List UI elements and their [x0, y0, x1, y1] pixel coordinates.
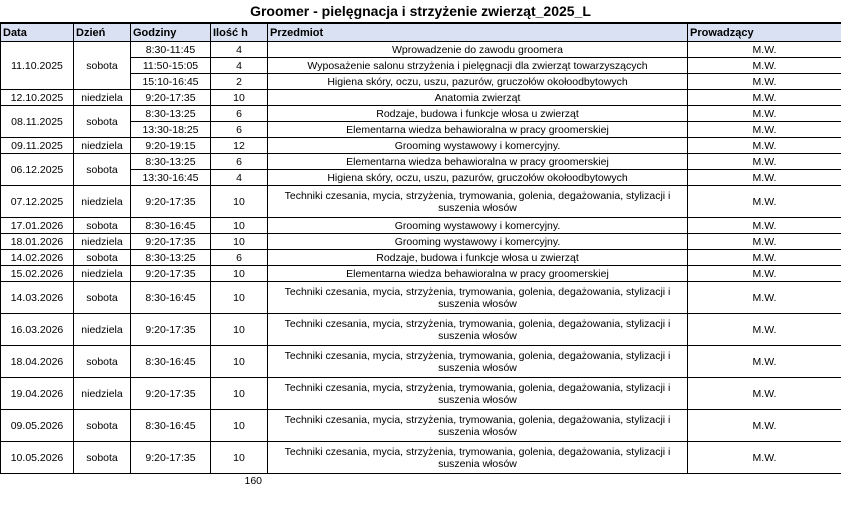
- date-cell[interactable]: 07.12.2025: [1, 186, 74, 218]
- count-cell[interactable]: 6: [211, 106, 268, 122]
- date-cell[interactable]: 11.10.2025: [1, 42, 74, 90]
- subject-cell[interactable]: Elementarna wiedza behawioralna w pracy groomerskiej: [268, 266, 688, 282]
- total-row: [1, 474, 841, 489]
- date-cell[interactable]: 18.01.2026: [1, 234, 74, 250]
- teacher-cell[interactable]: M.W.: [688, 42, 841, 58]
- teacher-cell[interactable]: M.W.: [688, 378, 841, 410]
- count-cell[interactable]: 4: [211, 170, 268, 186]
- day-cell[interactable]: niedziela: [74, 186, 131, 218]
- subject-cell[interactable]: Grooming wystawowy i komercyjny.: [268, 138, 688, 154]
- hours-cell[interactable]: 9:20-17:35: [131, 234, 211, 250]
- col-header-day[interactable]: Dzień: [74, 24, 131, 42]
- col-header-subject[interactable]: Przedmiot: [268, 24, 688, 42]
- table-row: [1, 250, 841, 266]
- empty-cell: [688, 474, 841, 489]
- teacher-cell[interactable]: M.W.: [688, 234, 841, 250]
- hours-cell[interactable]: 9:20-17:35: [131, 266, 211, 282]
- subject-cell[interactable]: Grooming wystawowy i komercyjny.: [268, 234, 688, 250]
- hours-cell[interactable]: 9:20-17:35: [131, 186, 211, 218]
- total-hours-cell[interactable]: 160: [244, 475, 263, 487]
- date-cell[interactable]: 14.03.2026: [1, 282, 74, 314]
- subject-cell[interactable]: Techniki czesania, mycia, strzyżenia, trymowania, golenia, degażowania, stylizacji i suszenia włosów: [268, 378, 688, 410]
- empty-cell: [74, 474, 131, 489]
- table-row: [1, 234, 841, 250]
- schedule-table: [0, 23, 841, 488]
- count-cell[interactable]: 10: [211, 266, 268, 282]
- table-row: [1, 42, 841, 58]
- schedule-body: [1, 42, 841, 489]
- day-cell[interactable]: niedziela: [74, 234, 131, 250]
- table-row: [1, 138, 841, 154]
- table-row: [1, 282, 841, 314]
- table-row: [1, 378, 841, 410]
- teacher-cell[interactable]: M.W.: [688, 58, 841, 74]
- hours-cell[interactable]: 8:30-11:45: [131, 42, 211, 58]
- subject-cell[interactable]: Anatomia zwierząt: [268, 90, 688, 106]
- empty-cell: [268, 474, 688, 489]
- table-row: [1, 186, 841, 218]
- col-header-date[interactable]: Data: [1, 24, 74, 42]
- teacher-cell[interactable]: M.W.: [688, 442, 841, 474]
- table-row: [1, 266, 841, 282]
- subject-cell[interactable]: Elementarna wiedza behawioralna w pracy groomerskiej: [268, 122, 688, 138]
- count-cell[interactable]: 2: [211, 74, 268, 90]
- subject-cell[interactable]: Techniki czesania, mycia, strzyżenia, trymowania, golenia, degażowania, stylizacji i suszenia włosów: [268, 314, 688, 346]
- date-cell[interactable]: 19.04.2026: [1, 378, 74, 410]
- col-header-teacher[interactable]: Prowadzący: [688, 24, 841, 42]
- count-cell[interactable]: 4: [211, 42, 268, 58]
- subject-cell[interactable]: Elementarna wiedza behawioralna w pracy groomerskiej: [268, 154, 688, 170]
- hours-cell[interactable]: 8:30-13:25: [131, 250, 211, 266]
- table-row: [1, 410, 841, 442]
- subject-cell[interactable]: Techniki czesania, mycia, strzyżenia, trymowania, golenia, degażowania, stylizacji i suszenia włosów: [268, 346, 688, 378]
- teacher-cell[interactable]: M.W.: [688, 106, 841, 122]
- teacher-cell[interactable]: M.W.: [688, 154, 841, 170]
- teacher-cell[interactable]: M.W.: [688, 170, 841, 186]
- date-cell[interactable]: 16.03.2026: [1, 314, 74, 346]
- sheet-title: Groomer - pielęgnacja i strzyżenie zwierząt_2025_L: [0, 0, 841, 23]
- table-row: [1, 218, 841, 234]
- day-cell[interactable]: sobota: [74, 282, 131, 314]
- day-cell[interactable]: sobota: [74, 42, 131, 90]
- hours-cell[interactable]: 13:30-16:45: [131, 170, 211, 186]
- table-row: [1, 90, 841, 106]
- table-row: [1, 154, 841, 170]
- count-cell[interactable]: 10: [211, 282, 268, 314]
- count-cell[interactable]: 10: [211, 186, 268, 218]
- count-cell[interactable]: 10: [211, 218, 268, 234]
- count-cell[interactable]: 10: [211, 314, 268, 346]
- empty-cell: [131, 474, 211, 489]
- teacher-cell[interactable]: M.W.: [688, 282, 841, 314]
- table-row: [1, 314, 841, 346]
- table-row: [1, 106, 841, 122]
- hours-cell[interactable]: 8:30-13:25: [131, 106, 211, 122]
- count-cell[interactable]: 12: [211, 138, 268, 154]
- hours-cell[interactable]: 13:30-18:25: [131, 122, 211, 138]
- subject-cell[interactable]: Grooming wystawowy i komercyjny.: [268, 218, 688, 234]
- teacher-cell[interactable]: M.W.: [688, 90, 841, 106]
- subject-cell[interactable]: Techniki czesania, mycia, strzyżenia, trymowania, golenia, degażowania, stylizacji i suszenia włosów: [268, 282, 688, 314]
- hours-cell[interactable]: 8:30-16:45: [131, 346, 211, 378]
- count-cell[interactable]: 10: [211, 346, 268, 378]
- day-cell[interactable]: sobota: [74, 346, 131, 378]
- hours-cell[interactable]: 8:30-16:45: [131, 218, 211, 234]
- teacher-cell[interactable]: M.W.: [688, 122, 841, 138]
- subject-cell[interactable]: Rodzaje, budowa i funkcje włosa u zwierząt: [268, 250, 688, 266]
- date-cell[interactable]: 09.11.2025: [1, 138, 74, 154]
- empty-cell: [1, 474, 74, 489]
- date-cell[interactable]: 10.05.2026: [1, 442, 74, 474]
- teacher-cell[interactable]: M.W.: [688, 410, 841, 442]
- teacher-cell[interactable]: M.W.: [688, 250, 841, 266]
- subject-cell[interactable]: Rodzaje, budowa i funkcje włosa u zwierząt: [268, 106, 688, 122]
- date-cell[interactable]: 17.01.2026: [1, 218, 74, 234]
- day-cell[interactable]: niedziela: [74, 138, 131, 154]
- day-cell[interactable]: niedziela: [74, 378, 131, 410]
- subject-cell[interactable]: Techniki czesania, mycia, strzyżenia, trymowania, golenia, degażowania, stylizacji i suszenia włosów: [268, 410, 688, 442]
- day-cell[interactable]: niedziela: [74, 90, 131, 106]
- date-cell[interactable]: 18.04.2026: [1, 346, 74, 378]
- hours-cell[interactable]: 9:20-17:35: [131, 314, 211, 346]
- hours-cell[interactable]: 8:30-16:45: [131, 410, 211, 442]
- count-cell[interactable]: 6: [211, 154, 268, 170]
- col-header-count[interactable]: Ilość h: [211, 24, 268, 42]
- date-cell[interactable]: 06.12.2025: [1, 154, 74, 186]
- hours-cell[interactable]: 9:20-17:35: [131, 90, 211, 106]
- hours-cell[interactable]: 11:50-15:05: [131, 58, 211, 74]
- teacher-cell[interactable]: M.W.: [688, 74, 841, 90]
- hours-cell[interactable]: 9:20-17:35: [131, 442, 211, 474]
- count-cell[interactable]: 10: [211, 442, 268, 474]
- hours-cell[interactable]: 9:20-19:15: [131, 138, 211, 154]
- hours-cell[interactable]: 15:10-16:45: [131, 74, 211, 90]
- date-cell[interactable]: 08.11.2025: [1, 106, 74, 138]
- date-cell[interactable]: 09.05.2026: [1, 410, 74, 442]
- count-cell[interactable]: 10: [211, 90, 268, 106]
- day-cell[interactable]: sobota: [74, 442, 131, 474]
- col-header-hours[interactable]: Godziny: [131, 24, 211, 42]
- subject-cell[interactable]: Higiena skóry, oczu, uszu, pazurów, gruczołów okołoodbytowych: [268, 170, 688, 186]
- hours-cell[interactable]: 8:30-16:45: [131, 282, 211, 314]
- header-row: [1, 24, 841, 42]
- day-cell[interactable]: sobota: [74, 106, 131, 138]
- count-cell[interactable]: 10: [211, 378, 268, 410]
- count-cell[interactable]: 10: [211, 410, 268, 442]
- teacher-cell[interactable]: M.W.: [688, 314, 841, 346]
- day-cell[interactable]: sobota: [74, 250, 131, 266]
- teacher-cell[interactable]: M.W.: [688, 266, 841, 282]
- count-cell[interactable]: 6: [211, 250, 268, 266]
- teacher-cell[interactable]: M.W.: [688, 346, 841, 378]
- subject-cell[interactable]: Techniki czesania, mycia, strzyżenia, trymowania, golenia, degażowania, stylizacji i suszenia włosów: [268, 186, 688, 218]
- teacher-cell[interactable]: M.W.: [688, 218, 841, 234]
- subject-cell[interactable]: Wprowadzenie do zawodu groomera: [268, 42, 688, 58]
- teacher-cell[interactable]: M.W.: [688, 186, 841, 218]
- table-row: [1, 346, 841, 378]
- day-cell[interactable]: sobota: [74, 154, 131, 186]
- day-cell[interactable]: niedziela: [74, 266, 131, 282]
- hours-cell[interactable]: 9:20-17:35: [131, 378, 211, 410]
- count-cell[interactable]: 6: [211, 122, 268, 138]
- hours-cell[interactable]: 8:30-13:25: [131, 154, 211, 170]
- date-cell[interactable]: 12.10.2025: [1, 90, 74, 106]
- date-cell[interactable]: 15.02.2026: [1, 266, 74, 282]
- table-row: [1, 442, 841, 474]
- date-cell[interactable]: 14.02.2026: [1, 250, 74, 266]
- count-cell[interactable]: 4: [211, 58, 268, 74]
- teacher-cell[interactable]: M.W.: [688, 138, 841, 154]
- subject-cell[interactable]: Wyposażenie salonu strzyżenia i pielęgnacji dla zwierząt towarzyszących: [268, 58, 688, 74]
- subject-cell[interactable]: Higiena skóry, oczu, uszu, pazurów, gruczołów okołoodbytowych: [268, 74, 688, 90]
- subject-cell[interactable]: Techniki czesania, mycia, strzyżenia, trymowania, golenia, degażowania, stylizacji i suszenia włosów: [268, 442, 688, 474]
- day-cell[interactable]: niedziela: [74, 314, 131, 346]
- day-cell[interactable]: sobota: [74, 410, 131, 442]
- count-cell[interactable]: 10: [211, 234, 268, 250]
- day-cell[interactable]: sobota: [74, 218, 131, 234]
